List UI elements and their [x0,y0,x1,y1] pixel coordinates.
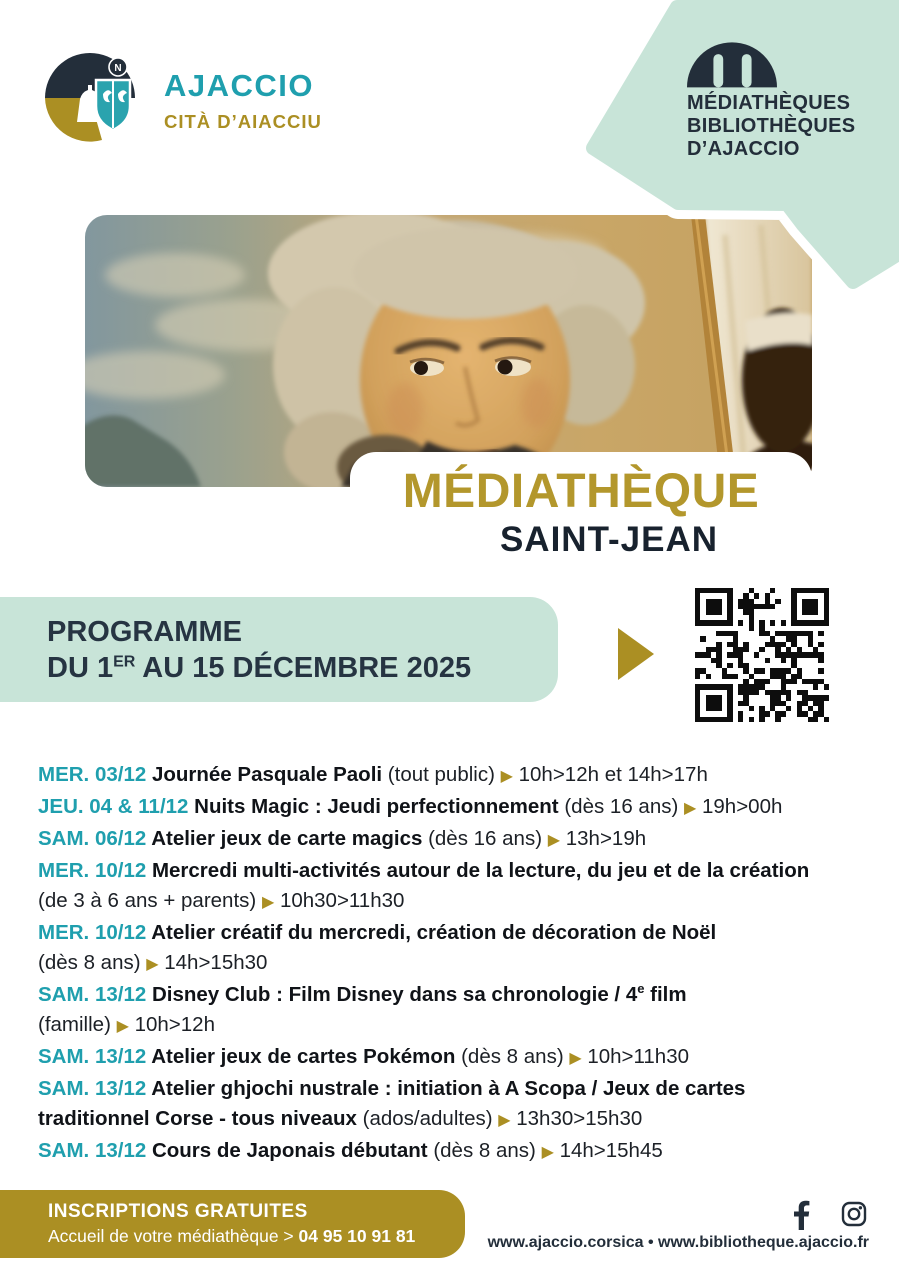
arrow-right-icon [618,628,654,680]
event-audience: (dès 8 ans) [461,1045,570,1068]
mediatheque-title: MÉDIATHÈQUE [402,465,760,518]
event-time: 13h30>15h30 [510,1107,643,1130]
event-title: Disney Club : Film Disney dans sa chronologie / 4 [151,983,638,1006]
arrow-icon: ▶ [146,956,159,973]
arrow-icon: ▶ [261,894,275,911]
event-date: SAM. 13/12 [38,983,152,1006]
ajaccio-subtitle: CITÀ D’AIACCIU [164,111,322,132]
event-audience: (dès 16 ans) [564,795,684,818]
arrow-icon: ▶ [498,1112,511,1129]
event-time: 13h>19h [560,827,647,850]
event-title: Mercredi multi-activités autour de la lecture, du jeu et de la création [151,859,810,882]
event-title: Cours de Japonais débutant [151,1139,434,1162]
event-title: film [644,983,687,1006]
event-time: 14h>15h45 [553,1139,663,1162]
event-date: SAM. 13/12 [38,1077,152,1100]
event-title: Atelier jeux de carte magics [151,827,429,850]
registration-box [0,1190,465,1258]
program-banner [0,597,558,702]
events-list [38,760,898,1168]
event-row [38,792,898,824]
event-audience: (famille) [38,1013,117,1036]
phone-number: 04 95 10 91 81 [298,1226,416,1246]
event-row [38,760,898,792]
mediatheque-title-box [350,452,812,578]
mediatheque-subtitle: SAINT-JEAN [499,520,719,559]
event-date: MER. 03/12 [38,763,152,786]
event-audience: (tout public) [387,763,501,786]
event-time: 10h>12h et 14h>17h [512,763,708,786]
network-name-line3: D’AJACCIO [687,138,800,160]
network-name-line1: MÉDIATHÈQUES [687,92,851,114]
event-audience: (de 3 à 6 ans + parents) [38,889,262,912]
ajaccio-name: AJACCIO [164,68,315,103]
arrow-icon: ▶ [116,1018,129,1035]
event-audience: (dès 16 ans) [428,827,548,850]
event-time: 10h>12h [128,1013,215,1036]
instagram-icon [841,1201,867,1227]
event-title: e [637,981,645,997]
event-date: MER. 10/12 [38,859,152,882]
event-time: 10h>11h30 [581,1045,690,1068]
facebook-icon [792,1200,810,1230]
program-banner-line1: PROGRAMME [47,616,242,648]
event-audience: (dès 8 ans) [433,1139,542,1162]
event-row [38,824,898,856]
event-date: MER. 10/12 [38,921,152,944]
event-title: Atelier créatif du mercredi, création de décoration de Noël [151,921,717,944]
event-row [38,1136,898,1168]
event-audience: (ados/adultes) [362,1107,499,1130]
event-row [38,856,898,918]
event-title: Journée Pasquale Paoli [151,763,388,786]
network-badge [687,26,855,161]
program-banner-line2: DU 1ER AU 15 DÉCEMBRE 2025 [47,652,472,684]
event-title: traditionnel Corse - tous niveaux [38,1107,363,1130]
event-title: Nuits Magic : Jeudi perfectionnement [194,795,565,818]
arrow-icon: ▶ [547,832,561,849]
event-date: SAM. 13/12 [38,1045,152,1068]
event-date: SAM. 06/12 [38,827,152,850]
ajaccio-wordmark [164,68,322,133]
event-time: 19h>00h [696,795,783,818]
arrow-icon: ▶ [500,768,513,785]
registration-title: INSCRIPTIONS GRATUITES [48,1201,308,1222]
event-date: SAM. 13/12 [38,1139,152,1162]
event-title: Atelier ghjochi nustrale : initiation à A Scopa / Jeux de cartes [151,1077,746,1100]
mediatheques-logo-icon [687,26,777,88]
footer-websites: www.ajaccio.corsica • www.bibliotheque.ajaccio.fr [487,1234,869,1251]
compass-letter: N [114,63,122,74]
event-time: 10h30>11h30 [274,889,405,912]
event-row [38,918,898,980]
network-name-line2: BIBLIOTHÈQUES [687,115,856,137]
event-audience: (dès 8 ans) [38,951,147,974]
event-date: JEU. 04 & 11/12 [38,795,195,818]
registration-contact: Accueil de votre médiathèque > 04 95 10 91 81 [48,1226,416,1246]
event-row [38,1074,898,1136]
event-row [38,1042,898,1074]
event-row [38,980,898,1042]
arrow-icon: ▶ [684,800,697,817]
event-time: 14h>15h30 [158,951,268,974]
arrow-icon: ▶ [569,1050,582,1067]
ajaccio-city-logo-icon [44,52,140,144]
qr-code [695,588,829,722]
event-title: Atelier jeux de cartes Pokémon [151,1045,462,1068]
arrow-icon: ▶ [541,1144,554,1161]
